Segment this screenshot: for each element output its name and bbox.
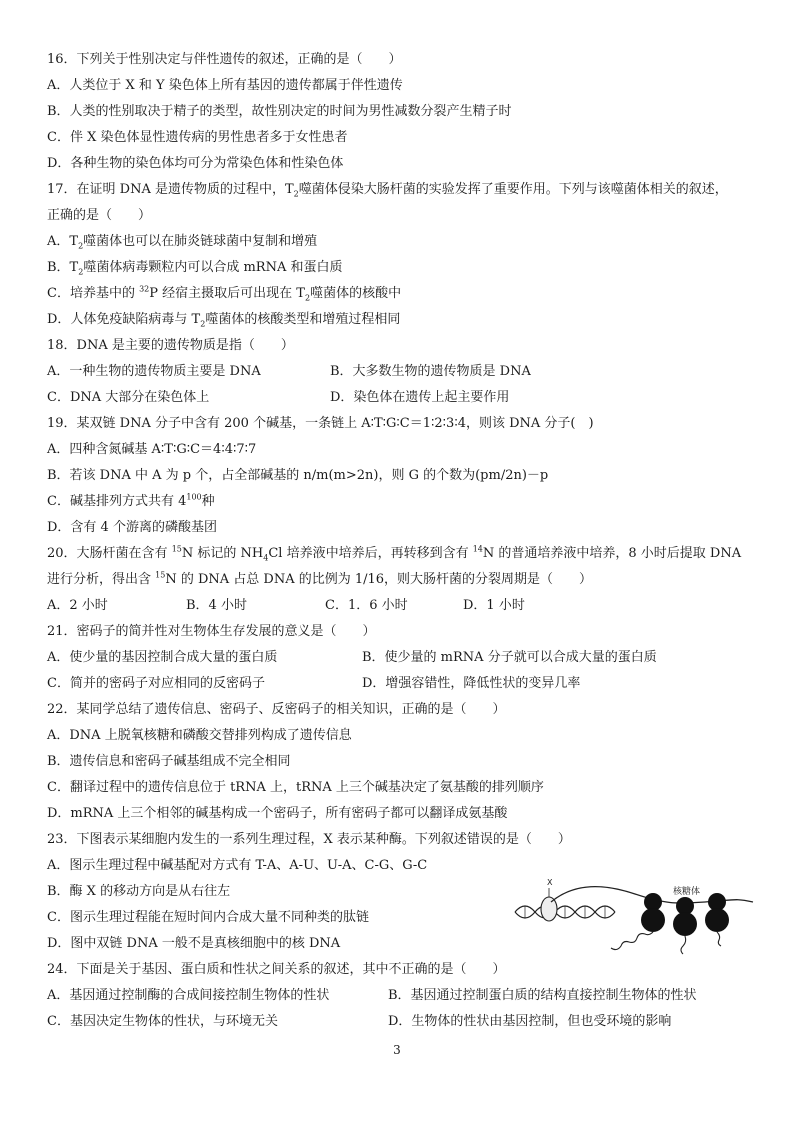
enzyme-x — [541, 897, 557, 921]
question-23-stem: 23．下图表示某细胞内发生的一系列生理过程，X 表示某种酶。下列叙述错误的是（ ） — [47, 832, 571, 847]
q16-option-b: B．人类的性别取决于精子的类型，故性别决定的时间为男性减数分裂产生精子时 — [47, 104, 512, 119]
q24-option-a: A．基因通过控制酶的合成间接控制生物体的性状 — [47, 988, 330, 1003]
q17-option-b: B．$T_2$噬菌体病毒颗粒内可以合成 mRNA 和蛋白质 — [47, 260, 343, 277]
question-17-stem: 17．在证明 DNA 是遗传物质的过程中，$T_2$噬菌体侵染大肠杆菌的实验发挥了重要作用。下列与该噬菌体相关的叙述， — [47, 182, 728, 199]
question-16-stem: 16．下列关于性别决定与伴性遗传的叙述，正确的是（ ） — [47, 52, 402, 67]
q16-option-d: D．各种生物的染色体均可分为常染色体和性染色体 — [47, 156, 344, 171]
q18-option-c: C．DNA 大部分在染色体上 — [47, 390, 210, 405]
q20-option-d: D．1 小时 — [463, 598, 525, 613]
q22-option-d: D．mRNA 上三个相邻的碱基构成一个密码子，所有密码子都可以翻译成氨基酸 — [47, 806, 508, 821]
page-number: 3 — [393, 1043, 401, 1057]
question-19-stem: 19．某双链 DNA 分子中含有 200 个碱基，一条链上 A∶T∶G∶C＝1∶2∶3∶4，则该 DNA 分子( ) — [47, 416, 594, 431]
ribosome-1 — [641, 893, 665, 932]
q20-option-c: C．1．6 小时 — [325, 598, 408, 613]
q19-option-c: C．碱基排列方式共有 $4^{100}$种 — [47, 492, 215, 509]
question-22-stem: 22．某同学总结了遗传信息、密码子、反密码子的相关知识，正确的是（ ） — [47, 702, 506, 717]
q22-option-c: C．翻译过程中的遗传信息位于 tRNA 上，tRNA 上三个碱基决定了氨基酸的排列顺序 — [47, 780, 544, 795]
q19-option-a: A．四种含氮碱基 A∶T∶G∶C＝4∶4∶7∶7 — [47, 442, 257, 457]
transcription-translation-figure — [505, 872, 755, 960]
question-24-stem: 24．下面是关于基因、蛋白质和性状之间关系的叙述，其中不正确的是（ ） — [47, 962, 506, 977]
q24-option-c: C．基因决定生物体的性状，与环境无关 — [47, 1014, 278, 1029]
question-21-stem: 21．密码子的简并性对生物体生存发展的意义是（ ） — [47, 624, 376, 639]
q21-option-c: C．简并的密码子对应相同的反密码子 — [47, 676, 265, 691]
ribosome-label: 核糖体 — [673, 887, 701, 897]
q22-option-b: B．遗传信息和密码子碱基组成不完全相同 — [47, 754, 291, 769]
q20-option-a: A．2 小时 — [47, 598, 108, 613]
q24-option-b: B．基因通过控制蛋白质的结构直接控制生物体的性状 — [388, 988, 697, 1003]
q23-option-b: B．酶 X 的移动方向是从右往左 — [47, 884, 231, 899]
question-20-stem-line2: 进行分析，得出含 $^{15}$N 的 DNA 占总 DNA 的比例为 1/16，则大肠杆菌的分裂周期是（ ） — [47, 570, 593, 587]
q17-option-d: D．人体免疫缺陷病毒与 $T_2$噬菌体的核酸类型和增殖过程相同 — [47, 312, 401, 329]
ribosome-2 — [673, 897, 697, 936]
question-20-stem: 20．大肠杆菌在含有 $^{15}$N 标记的 $NH_4Cl$ 培养液中培养后，再转移到含有 $^{14}$N 的普通培养液中培养，8 小时后提取 DNA — [47, 544, 742, 563]
q23-option-a: A．图示生理过程中碱基配对方式有 T-A、A-U、U-A、C-G、G-C — [47, 858, 428, 873]
ribosome-3 — [705, 893, 729, 932]
q22-option-a: A．DNA 上脱氧核糖和磷酸交替排列构成了遗传信息 — [47, 728, 352, 743]
q17-option-c: C．培养基中的 $^{32}$P 经宿主摄取后可出现在 $T_2$噬菌体的核酸中 — [47, 284, 402, 303]
q16-option-c: C．伴 X 染色体显性遗传病的男性患者多于女性患者 — [47, 130, 348, 145]
q24-option-d: D．生物体的性状由基因控制，但也受环境的影响 — [388, 1014, 672, 1029]
enzyme-x-label: X — [547, 878, 553, 887]
q20-option-b: B．4 小时 — [186, 598, 247, 613]
q18-option-a: A．一种生物的遗传物质主要是 DNA — [47, 364, 261, 379]
peptide-chains — [611, 932, 721, 954]
q19-option-b: B．若该 DNA 中 A 为 p 个，占全部碱基的 n/m(m>2n)，则 G 的个数为(pm/2n)－p — [47, 468, 549, 483]
q23-option-d: D．图中双链 DNA 一般不是真核细胞中的核 DNA — [47, 936, 341, 951]
q21-option-b: B．使少量的 mRNA 分子就可以合成大量的蛋白质 — [362, 650, 657, 665]
q23-option-c: C．图示生理过程能在短时间内合成大量不同种类的肽链 — [47, 910, 369, 925]
q16-option-a: A．人类位于 X 和 Y 染色体上所有基因的遗传都属于伴性遗传 — [47, 78, 403, 93]
q21-option-a: A．使少量的基因控制合成大量的蛋白质 — [47, 650, 278, 665]
q17-option-a: A．$T_2$噬菌体也可以在肺炎链球菌中复制和增殖 — [47, 234, 318, 251]
q21-option-d: D．增强容错性，降低性状的变异几率 — [362, 676, 581, 691]
question-17-stem-line2: 正确的是（ ） — [47, 208, 152, 223]
q19-option-d: D．含有 4 个游离的磷酸基团 — [47, 520, 217, 535]
question-18-stem: 18．DNA 是主要的遗传物质是指（ ） — [47, 338, 294, 353]
dna-double-helix — [515, 906, 615, 918]
q18-option-b: B．大多数生物的遗传物质是 DNA — [330, 364, 531, 379]
q18-option-d: D．染色体在遗传上起主要作用 — [330, 390, 510, 405]
